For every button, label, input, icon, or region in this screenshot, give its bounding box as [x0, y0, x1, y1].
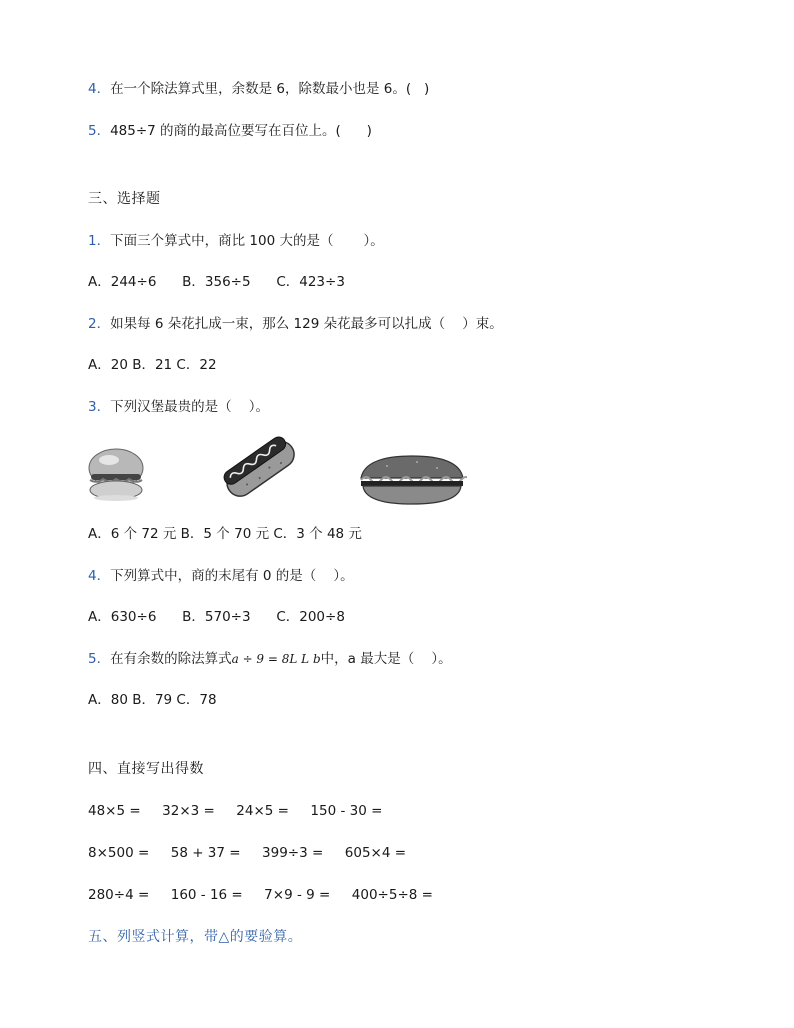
choice-q3-options: A．6 个 72 元 B．5 个 70 元 C．3 个 48 元	[88, 526, 362, 542]
item-number: 5．	[88, 651, 111, 667]
judge-item-4	[88, 80, 429, 98]
question-text-before: 在有余数的除法算式	[110, 651, 232, 667]
burger-images	[85, 432, 485, 512]
question-text: 下列汉堡最贵的是（ ）。	[110, 399, 270, 415]
judge-item-5	[88, 122, 372, 140]
choice-q1	[88, 232, 384, 250]
item-number: 2．	[88, 316, 111, 332]
sub-sandwich-icon	[357, 452, 467, 510]
item-text: 在一个除法算式里，余数是 6，除数最小也是 6。( )	[110, 81, 430, 97]
mental-row-2: 8×500 = 58 + 37 = 399÷3 = 605×4 =	[88, 845, 407, 861]
choice-q4-options: A．630÷6 B．570÷3 C．200÷8	[88, 609, 345, 625]
choice-q4	[88, 567, 354, 585]
item-number: 1．	[88, 233, 111, 249]
item-number: 3．	[88, 399, 111, 415]
section-heading-vertical: 五、列竖式计算，带△的要验算。	[88, 929, 303, 945]
formula: a ÷ 9 = 8L L b	[231, 652, 321, 666]
mental-row-1: 48×5 = 32×3 = 24×5 = 150 - 30 =	[88, 803, 383, 819]
section-heading-mental: 四、直接写出得数	[88, 761, 204, 777]
choice-q3	[88, 398, 269, 416]
section-heading-choice: 三、选择题	[88, 191, 161, 207]
choice-q2-options: A．20 B．21 C．22	[88, 357, 217, 373]
item-number: 4．	[88, 568, 111, 584]
choice-q2	[88, 315, 503, 333]
item-number: 5．	[88, 123, 111, 139]
burger-icon	[85, 446, 147, 502]
question-text: 下列算式中，商的末尾有 0 的是（ ）。	[110, 568, 354, 584]
question-text: 如果每 6 朵花扎成一束，那么 129 朵花最多可以扎成（ ）束。	[110, 316, 503, 332]
item-number: 4．	[88, 81, 111, 97]
choice-q5-options: A．80 B．79 C．78	[88, 692, 217, 708]
mental-row-3: 280÷4 = 160 - 16 = 7×9 - 9 = 400÷5÷8 =	[88, 887, 433, 903]
choice-q1-options: A．244÷6 B．356÷5 C．423÷3	[88, 274, 345, 290]
item-text: 485÷7 的商的最高位要写在百位上。( )	[110, 123, 372, 139]
hotdog-icon	[220, 432, 300, 504]
question-text: 下面三个算式中，商比 100 大的是（ ）。	[110, 233, 384, 249]
choice-q5	[88, 650, 452, 668]
question-text-after: 中，a 最大是（ ）。	[320, 651, 452, 667]
